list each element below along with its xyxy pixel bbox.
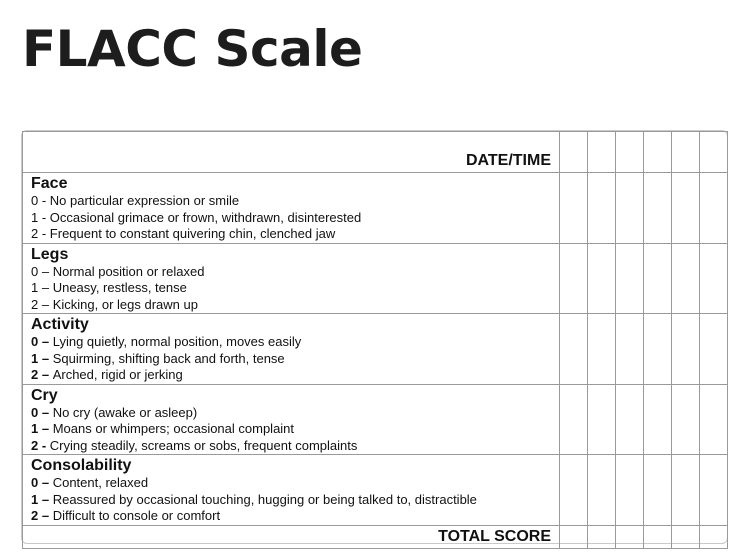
category-row-cry [23,384,728,455]
total-score-label: TOTAL SCORE [438,527,551,545]
score-option: 0 – No cry (awake or asleep) [31,404,198,420]
score-option: 1 – Uneasy, restless, tense [31,280,187,295]
score-option: 1 – Squirming, shifting back and forth, tense [31,350,285,366]
score-cell[interactable] [588,173,616,244]
score-cell[interactable] [672,173,700,244]
score-cell[interactable] [672,455,700,526]
date-time-cell[interactable] [700,132,728,173]
total-score-row [23,525,728,548]
total-score-cell[interactable] [616,525,644,548]
date-time-cell[interactable] [588,132,616,173]
score-option: 2 – Arched, rigid or jerking [31,367,183,382]
header-label-cell [23,132,560,173]
score-cell[interactable] [560,243,588,314]
score-option: 1 – Moans or whimpers; occasional complaint [31,421,295,436]
score-option: 2 - Frequent to constant quivering chin, clenched jaw [31,226,336,241]
score-cell[interactable] [700,455,728,526]
score-cell[interactable] [644,173,672,244]
score-cell[interactable] [560,314,588,385]
score-cell[interactable] [588,455,616,526]
score-option: 1 - Occasional grimace or frown, withdrawn, disinterested [31,209,362,225]
score-cell[interactable] [616,455,644,526]
score-cell[interactable] [672,384,700,455]
total-score-cell[interactable] [700,525,728,548]
category-title: Cry [31,386,58,404]
score-option: 0 – Content, relaxed [31,475,149,490]
category-title: Activity [31,316,89,333]
score-cell[interactable] [616,243,644,314]
category-cell [23,455,560,526]
score-cell[interactable] [700,384,728,455]
category-cell [23,173,560,244]
score-cell[interactable] [588,243,616,314]
score-option: 0 – Normal position or relaxed [31,263,205,279]
category-row-legs [23,243,728,314]
score-option: 1 – Reassured by occasional touching, hugging or being talked to, distractible [31,491,477,507]
date-time-label: DATE/TIME [465,152,551,169]
score-cell[interactable] [560,455,588,526]
score-cell[interactable] [644,314,672,385]
score-option: 0 – Lying quietly, normal position, moves easily [31,334,302,349]
category-row-consolability [23,455,728,526]
score-cell[interactable] [560,173,588,244]
category-cell [23,243,560,314]
score-cell[interactable] [616,314,644,385]
category-cell [23,384,560,455]
page-title: FLACC Scale [22,20,363,78]
date-time-cell[interactable] [644,132,672,173]
total-label-cell [23,525,560,548]
date-time-cell[interactable] [560,132,588,173]
score-option: 2 – Kicking, or legs drawn up [31,296,198,312]
score-cell[interactable] [700,173,728,244]
category-title: Face [31,175,68,192]
category-title: Consolability [31,457,132,474]
score-cell[interactable] [588,384,616,455]
date-time-cell[interactable] [672,132,700,173]
score-cell[interactable] [700,243,728,314]
category-title: Legs [31,245,69,263]
score-option: 2 – Difficult to console or comfort [31,508,221,523]
total-score-cell[interactable] [644,525,672,548]
total-score-cell[interactable] [672,525,700,548]
score-option: 2 - Crying steadily, screams or sobs, frequent complaints [31,437,358,453]
total-score-cell[interactable] [588,525,616,548]
date-time-cell[interactable] [616,132,644,173]
score-option: 0 - No particular expression or smile [31,193,240,208]
total-score-cell[interactable] [560,525,588,548]
score-cell[interactable] [588,314,616,385]
score-cell[interactable] [616,384,644,455]
score-cell[interactable] [672,243,700,314]
score-cell[interactable] [644,384,672,455]
category-cell [23,314,560,385]
score-cell[interactable] [616,173,644,244]
score-cell[interactable] [644,455,672,526]
category-row-face [23,173,728,244]
score-cell[interactable] [644,243,672,314]
score-cell[interactable] [672,314,700,385]
flacc-table [22,131,728,549]
category-row-activity [23,314,728,385]
header-row [23,132,728,173]
score-cell[interactable] [700,314,728,385]
score-cell[interactable] [560,384,588,455]
